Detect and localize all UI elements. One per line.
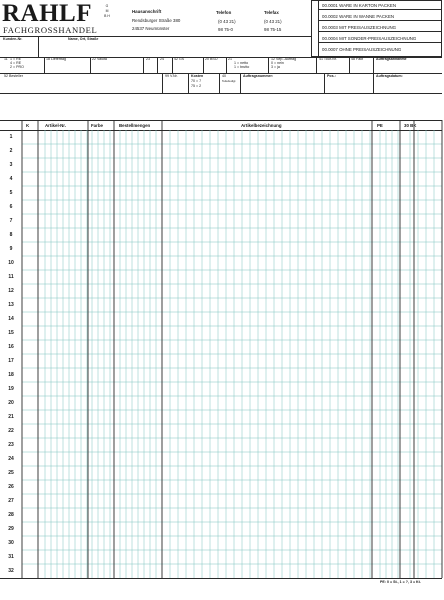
field-23-label: 23	[146, 57, 150, 61]
field-21-option: 1 = netto	[234, 61, 249, 65]
kosten-option: 70 = 7	[191, 79, 202, 83]
position-label: Pos.:	[327, 74, 336, 78]
address-line-2: 24537 Neumünster	[132, 26, 170, 31]
row-number: 12	[8, 288, 14, 294]
row-number: 21	[8, 414, 14, 420]
field-24-label: 24	[160, 57, 164, 61]
row-number-column	[0, 130, 20, 578]
item-grid[interactable]	[0, 120, 444, 580]
field-divider	[143, 57, 144, 73]
fax-number: 98 75-15	[264, 27, 282, 32]
row-number: 18	[8, 372, 14, 378]
field-21-label: 21	[228, 57, 232, 61]
col-header-color: Farbe	[91, 123, 103, 128]
field-99-label: 99 V.Nr.	[165, 74, 178, 78]
row-number: 13	[8, 302, 14, 308]
field-48-label: 48 Fakt	[351, 57, 363, 61]
col-header-pe: PE	[377, 123, 383, 128]
order-acceptance-label: Auftragsannahme	[376, 57, 407, 61]
col-header-quantities: Bestellmengen	[119, 123, 151, 128]
col-header-description: Artikelbezeichnung	[241, 123, 282, 128]
row-number: 19	[8, 386, 14, 392]
order-date-label: Auftragsdatum:	[376, 74, 403, 78]
option-item[interactable]: 00.0003 MIT PREISAUSZEICHNUNG	[318, 22, 442, 32]
row-number: 2	[9, 148, 13, 154]
field-40-label: 40	[222, 74, 226, 78]
table-bottom-rule	[0, 578, 442, 579]
row-number: 24	[8, 456, 14, 462]
field-divider	[219, 73, 220, 93]
field-11-option: 1 = RE	[10, 57, 22, 61]
row-number: 5	[9, 190, 13, 196]
row-number: 25	[8, 470, 14, 476]
field-divider	[240, 73, 241, 93]
field-11-option: 4 = RE	[10, 61, 22, 65]
fax-title: Telefax	[264, 10, 279, 15]
field-11-option: 2 = PRO	[10, 65, 24, 69]
field-12-option: 3 = ja	[271, 65, 280, 69]
field-divider	[373, 73, 374, 93]
field-divider	[90, 57, 91, 73]
field-divider	[316, 57, 317, 73]
field-divider	[203, 57, 204, 73]
phone-area-code: (0 43 21)	[218, 19, 236, 24]
option-item[interactable]: 00.0004 MIT SONDER-PREISAUSZEICHNUNG	[318, 33, 442, 43]
col-header-k: K	[26, 123, 30, 128]
field-divider	[38, 36, 39, 57]
row-number: 32	[8, 568, 14, 574]
row-number: 9	[9, 246, 13, 252]
company-legal-form: G M B H	[104, 4, 110, 18]
row-number: 8	[9, 232, 13, 238]
customer-number-field[interactable]	[2, 44, 37, 56]
row-number: 20	[8, 400, 14, 406]
field-12-option: 0 = nein	[271, 61, 284, 65]
row-number: 1	[9, 134, 13, 140]
field-22-label: 22 Valuta	[92, 57, 107, 61]
address-line-1: Rendsburger Straße 380	[132, 18, 181, 23]
row-number: 31	[8, 554, 14, 560]
kosten-label: Kosten	[191, 74, 204, 78]
field-divider	[157, 57, 158, 73]
row-number: 27	[8, 498, 14, 504]
field-divider	[172, 57, 173, 73]
field-divider	[324, 73, 325, 93]
company-tagline: FACHGROSSHANDEL	[3, 25, 98, 35]
col-header-article-number: Artikel-Nr.	[45, 123, 66, 128]
row-number: 15	[8, 330, 14, 336]
row-number: 17	[8, 358, 14, 364]
field-divider	[188, 73, 189, 93]
field-divider	[44, 57, 45, 73]
phone-title: Telefon	[216, 10, 232, 15]
field-12-label: 12 Sep.-Auftrag	[271, 57, 297, 61]
row-number: 11	[8, 274, 14, 280]
order-number-label: Auftragsnummer:	[243, 74, 274, 78]
row-number: 16	[8, 344, 14, 350]
field-41-label: 41 Tour-Nr.	[319, 57, 337, 61]
customer-name-label: Name, Ort, Straße	[68, 37, 99, 41]
field-11-label: 11	[4, 57, 8, 61]
option-item[interactable]: 00.0002 WARE IN WANNE PACKEN	[318, 11, 442, 21]
row-number: 7	[9, 218, 13, 224]
row-number: 10	[8, 260, 14, 266]
col-header-bk: 30 BK	[404, 123, 417, 128]
address-title: Hausanschrift	[132, 9, 162, 14]
field-42-label: 42 GS	[174, 57, 185, 61]
field-divider	[268, 57, 269, 73]
field-18-label: 18 Lieferttag	[46, 57, 66, 61]
row-number: 4	[9, 176, 13, 182]
footer-note: PE: 0 = St., 1 = ?, 3 = Kt.	[380, 580, 421, 584]
company-logo-wordmark: RAHLF	[2, 0, 92, 27]
customer-name-field[interactable]	[40, 44, 310, 56]
phone-number: 98 75-0	[218, 27, 233, 32]
field-divider	[349, 57, 350, 73]
field-divider	[226, 57, 227, 73]
customer-number-label: Kunden-Nr.	[3, 37, 23, 41]
kosten-option: 75 = 2	[191, 84, 202, 88]
row-number: 6	[9, 204, 13, 210]
row-number: 23	[8, 442, 14, 448]
field-20-label: 20 BSO	[205, 57, 218, 61]
row-number: 30	[8, 540, 14, 546]
row-number: 28	[8, 512, 14, 518]
row-number: 14	[8, 316, 14, 322]
field-21-option: 1 = brutto	[234, 65, 250, 69]
option-item[interactable]: 00.0007 OHNE PREISAUSZEICHNUNG	[322, 47, 402, 52]
field-52-label: 52 Besteller	[4, 74, 23, 78]
row-number: 29	[8, 526, 14, 532]
field-divider	[162, 73, 163, 93]
header-rule	[0, 36, 311, 37]
row-number: 22	[8, 428, 14, 434]
field-divider	[373, 57, 374, 73]
option-item[interactable]: 00.0001 WARE IN KARTON PACKEN	[318, 0, 442, 10]
fax-area-code: (0 43 21)	[264, 19, 282, 24]
row-number: 26	[8, 484, 14, 490]
row-number: 3	[9, 162, 13, 168]
field-40-sublabel: Teilerledigt	[222, 79, 236, 83]
fields-rule	[0, 93, 442, 94]
